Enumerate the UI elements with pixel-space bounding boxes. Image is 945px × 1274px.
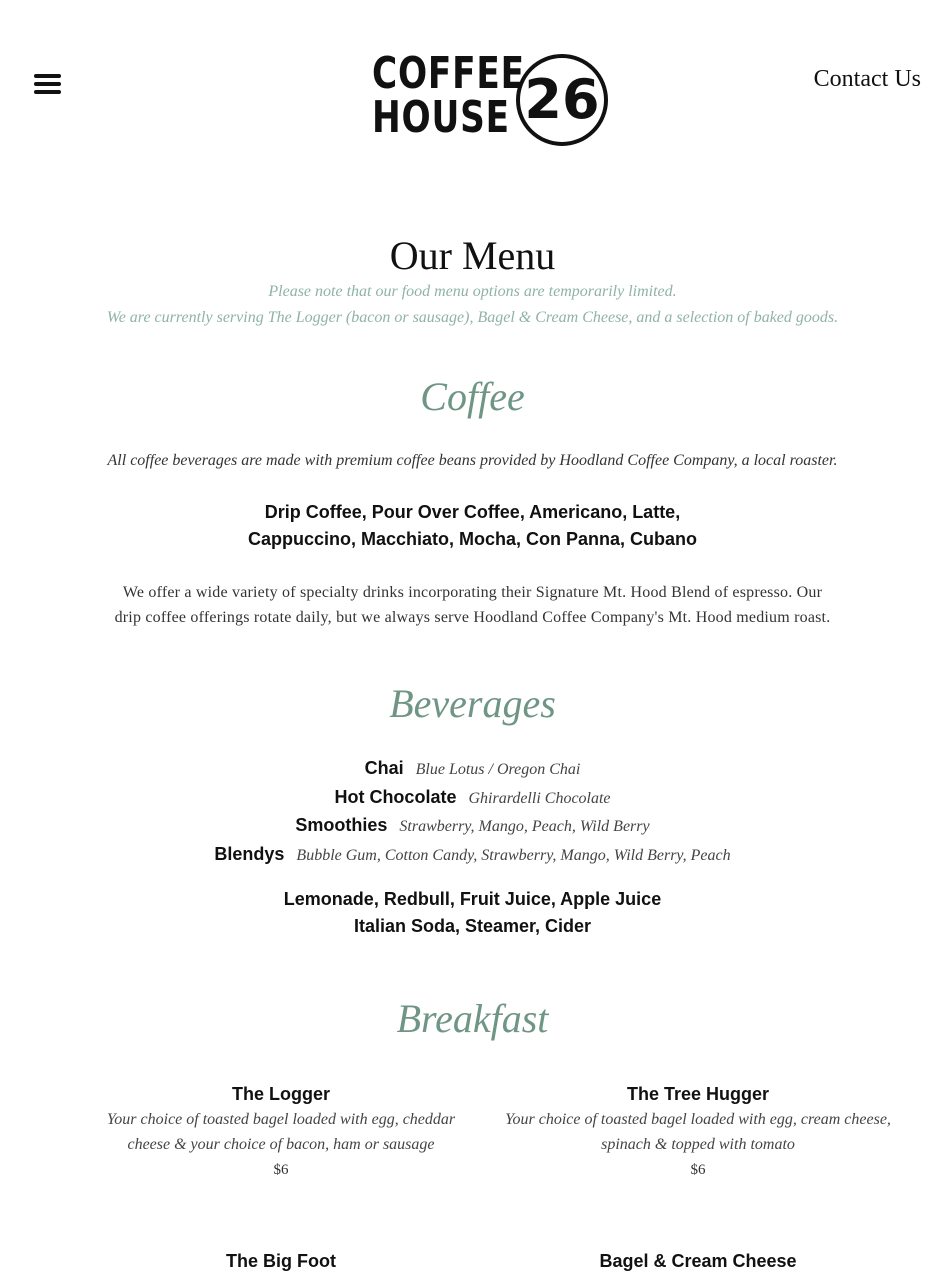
- coffee-body-line-1: We offer a wide variety of specialty drinks incorporating their Signature Mt. Hood Blend of espresso. Our: [122, 584, 823, 601]
- coffee-drinks-line-1: Drip Coffee, Pour Over Coffee, Americano, Latte,: [264, 502, 681, 522]
- beverages-extra-list: [0, 886, 945, 940]
- breakfast-item: [81, 1248, 481, 1274]
- beverage-desc: Strawberry, Mango, Peach, Wild Berry: [399, 818, 650, 835]
- page-title: Our Menu: [389, 233, 556, 278]
- coffee-drinks-list: [0, 499, 945, 553]
- item-price: $6: [273, 1162, 289, 1178]
- beverage-row: [0, 755, 945, 784]
- coffee-body-line-2: drip coffee offerings rotate daily, but we always serve Hoodland Coffee Company's Mt. Hood medium roast.: [114, 609, 831, 626]
- breakfast-item: [81, 1081, 481, 1183]
- beverage-desc: Ghirardelli Chocolate: [468, 789, 611, 807]
- item-name: The Logger: [232, 1084, 330, 1104]
- breakfast-item: [474, 1248, 922, 1274]
- item-name: The Big Foot: [226, 1251, 336, 1271]
- beverages-section-title: Beverages: [389, 681, 556, 726]
- beverages-extra-line-2: Italian Soda, Steamer, Cider: [353, 916, 592, 936]
- item-desc-line-1: Your choice of toasted bagel loaded with egg, cheddar: [106, 1111, 456, 1128]
- item-desc-line-1: Your choice of toasted bagel loaded with egg, cream cheese,: [505, 1111, 891, 1128]
- contact-us-link[interactable]: Contact Us: [813, 66, 921, 92]
- menu-note-line-2: We are currently serving The Logger (bacon or sausage), Bagel & Cream Cheese, and a selection of baked goods.: [106, 309, 839, 326]
- beverage-name: Blendys: [214, 843, 285, 864]
- breakfast-item: [474, 1081, 922, 1183]
- beverage-name: Hot Chocolate: [334, 786, 457, 807]
- item-price: $6: [690, 1162, 706, 1178]
- beverages-list: [0, 755, 945, 869]
- coffee-house-26-logo[interactable]: [372, 48, 612, 148]
- beverage-desc: Bubble Gum, Cotton Candy, Strawberry, Mango, Wild Berry, Peach: [296, 846, 731, 864]
- item-name: Bagel & Cream Cheese: [599, 1251, 797, 1271]
- beverage-row: [0, 841, 945, 870]
- beverages-extra-line-1: Lemonade, Redbull, Fruit Juice, Apple Juice: [283, 889, 662, 909]
- logo-line-1: COFFEE: [372, 48, 525, 99]
- coffee-section-title: Coffee: [420, 374, 525, 419]
- logo-line-2: HOUSE: [372, 92, 510, 143]
- coffee-intro: All coffee beverages are made with premium coffee beans provided by Hoodland Coffee Company, a local roaster.: [107, 452, 838, 469]
- beverage-name: Smoothies: [295, 815, 388, 835]
- logo-number: 26: [524, 68, 600, 131]
- beverage-row: [0, 784, 945, 813]
- logo-wordmark: [372, 48, 525, 143]
- item-desc-line-2: spinach & topped with tomato: [601, 1136, 795, 1153]
- beverage-row: [0, 812, 945, 841]
- coffee-drinks-line-2: Cappuccino, Macchiato, Mocha, Con Panna, Cubano: [247, 529, 698, 549]
- site-header: [0, 0, 945, 180]
- menu-note-line-1: Please note that our food menu options are temporarily limited.: [268, 283, 677, 300]
- hamburger-icon[interactable]: [34, 72, 62, 96]
- item-desc-line-2: cheese & your choice of bacon, ham or sausage: [127, 1136, 435, 1153]
- coffee-description: [0, 580, 945, 630]
- breakfast-section-title: Breakfast: [396, 996, 549, 1041]
- beverage-name: Chai: [364, 758, 404, 778]
- beverage-desc: Blue Lotus / Oregon Chai: [415, 761, 581, 778]
- item-name: The Tree Hugger: [626, 1084, 770, 1104]
